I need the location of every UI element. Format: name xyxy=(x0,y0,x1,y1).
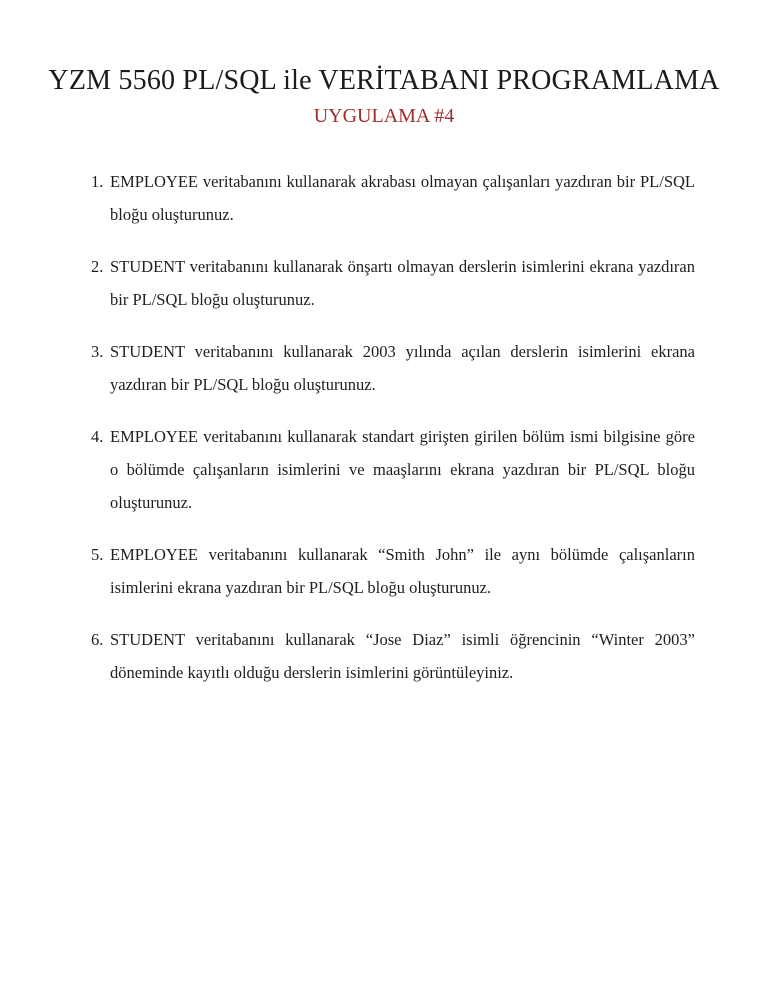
task-item xyxy=(91,335,695,401)
task-number: 2. xyxy=(91,257,104,276)
task-item xyxy=(91,420,695,519)
task-text: STUDENT veritabanını kullanarak önşartı olmayan derslerin isimlerini ekrana yazdıran bir PL/SQL bloğu oluşturunuz. xyxy=(110,257,695,309)
task-text: EMPLOYEE veritabanını kullanarak akrabası olmayan çalışanları yazdıran bir PL/SQL bloğu oluşturunuz. xyxy=(110,172,695,224)
document-subtitle: UYGULAMA #4 xyxy=(313,105,455,127)
task-text: EMPLOYEE veritabanını kullanarak standart girişten girilen bölüm ismi bilgisine göre o bölümde çalışanların isimlerini ve maaşlarını ekrana yazdıran bir PL/SQL bloğu oluşturunuz. xyxy=(110,427,695,512)
task-item xyxy=(91,623,695,689)
task-list xyxy=(0,165,768,689)
task-number: 3. xyxy=(91,342,104,361)
document-title: YZM 5560 PL/SQL ile VERİTABANI PROGRAMLAMA xyxy=(48,65,720,96)
task-number: 6. xyxy=(91,630,104,649)
task-number: 5. xyxy=(91,545,104,564)
task-text: STUDENT veritabanını kullanarak 2003 yılında açılan derslerin isimlerini ekrana yazdıran bir PL/SQL bloğu oluşturunuz. xyxy=(110,342,695,394)
task-item xyxy=(91,165,695,231)
task-text: STUDENT veritabanını kullanarak “Jose Diaz” isimli öğrencinin “Winter 2003” döneminde kayıtlı olduğu derslerin isimlerini görüntüleyiniz. xyxy=(110,630,695,682)
task-text: EMPLOYEE veritabanını kullanarak “Smith John” ile aynı bölümde çalışanların isimlerini ekrana yazdıran bir PL/SQL bloğu oluşturunuz. xyxy=(110,545,695,597)
task-item xyxy=(91,538,695,604)
task-number: 1. xyxy=(91,172,104,191)
task-number: 4. xyxy=(91,427,104,446)
task-item xyxy=(91,250,695,316)
